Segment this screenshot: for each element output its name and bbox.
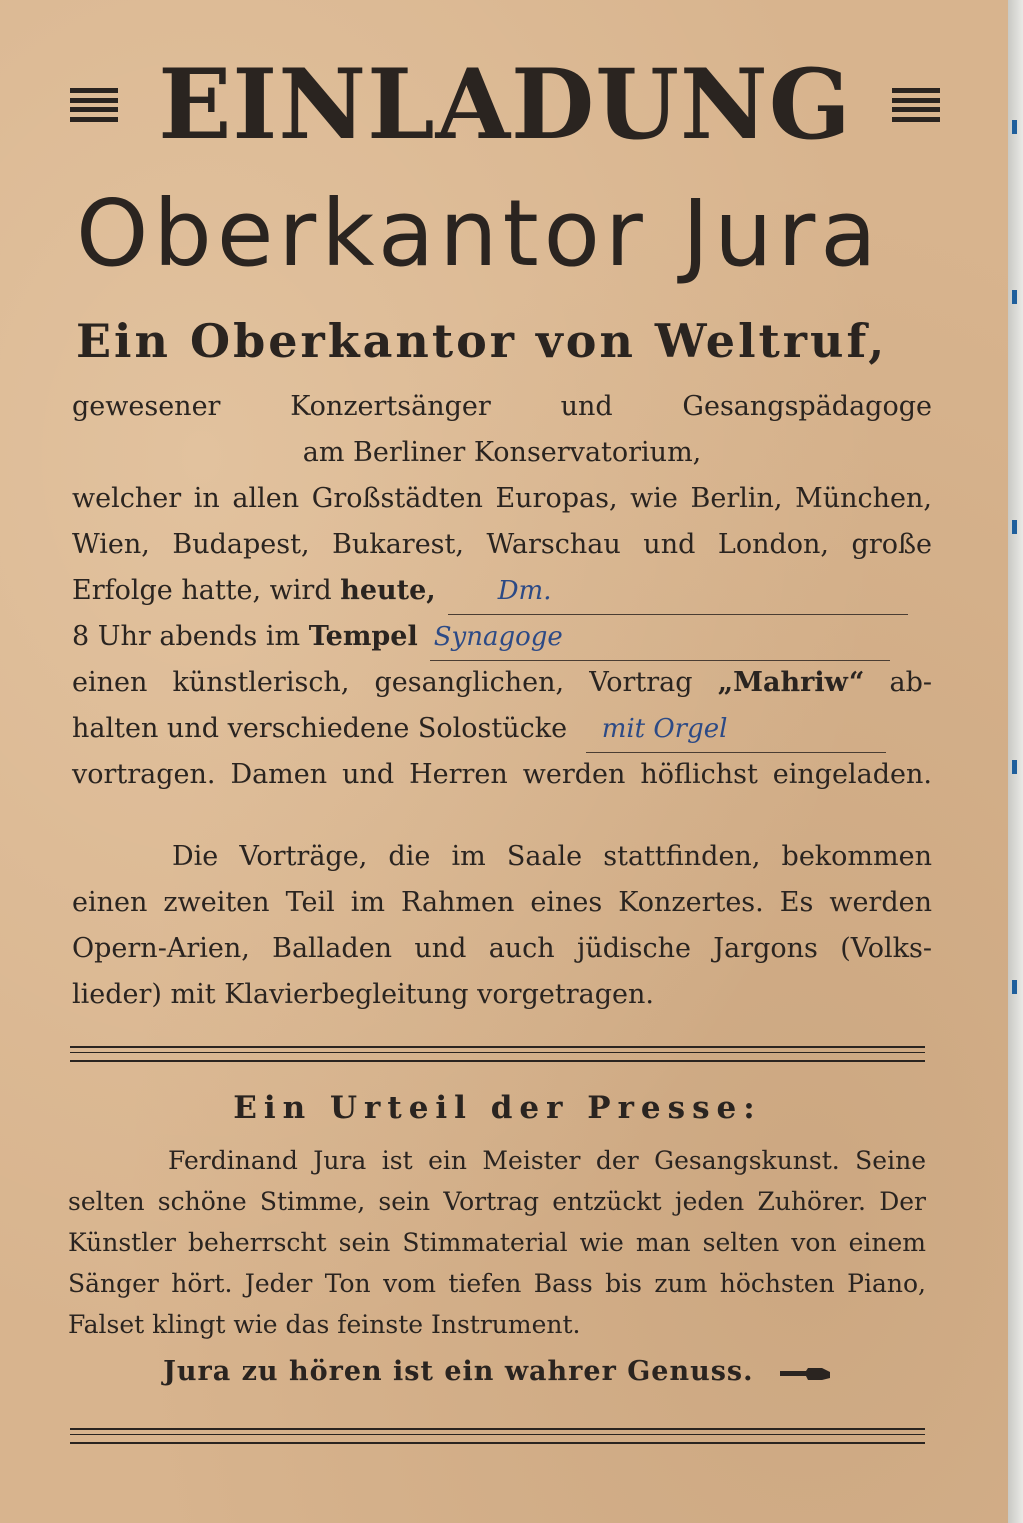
second-part-line-3: Opern-Arien, Balladen und auch jüdische Jargons (Volks- (72, 933, 932, 964)
title-row (70, 50, 940, 160)
pointing-hand-icon (778, 1364, 832, 1382)
page-title: EINLADUNG (158, 48, 852, 161)
invitation-line-7-text: einen künstlerisch, gesanglichen, Vortrag (72, 667, 718, 698)
subtitle: Ein Oberkantor von Weltruf, (76, 314, 888, 368)
second-part-text (72, 834, 932, 1018)
program-fill-line (586, 706, 886, 753)
venue-fill-line (430, 614, 890, 661)
second-part-line-1: Die Vorträge, die im Saale stattfinden, bekommen (172, 841, 932, 872)
handwritten-venue: Synagoge (433, 622, 563, 652)
press-line-2: selten schöne Stimme, sein Vortrag entzückt jeden Zuhörer. Der (68, 1187, 926, 1216)
press-line-1: Ferdinand Jura ist ein Meister der Gesangskunst. Seine (168, 1146, 926, 1175)
heute-label: heute, (340, 575, 436, 606)
invitation-text (72, 384, 932, 798)
press-heading: Ein Urteil der Presse: (233, 1090, 762, 1126)
press-line-4: Sänger hört. Jeder Ton vom tiefen Bass bis zum höchsten Piano, (68, 1269, 926, 1298)
second-part-line-4: lieder) mit Klavierbegleitung vorgetragen. (72, 979, 654, 1010)
invitation-line-7 (72, 660, 932, 706)
press-quote (68, 1140, 926, 1345)
invitation-line-2: am Berliner Konservatorium, (302, 437, 702, 468)
invitation-line-8 (72, 706, 932, 752)
left-ornament-icon (70, 88, 118, 122)
invitation-line-5 (72, 568, 932, 614)
closing-text: Jura zu hören ist ein wahrer Genuss. (163, 1356, 754, 1387)
second-part-line-2: einen zweiten Teil im Rahmen eines Konzertes. Es werden (72, 887, 932, 918)
invitation-line-4: Wien, Budapest, Bukarest, Warschau und London, große (72, 529, 932, 560)
date-fill-line (448, 568, 908, 615)
divider-top (70, 1046, 925, 1062)
performer-name: Oberkantor Jura (76, 180, 882, 287)
invitation-line-8-text: halten und verschiedene Solostücke (72, 713, 576, 744)
divider-bottom (70, 1428, 925, 1444)
mahriw-label: „Mahriw“ (717, 667, 865, 698)
invitation-line-7-end: ab- (864, 667, 932, 698)
invitation-line-6 (72, 614, 932, 660)
invitation-line-9: vortragen. Damen und Herren werden höflichst eingeladen. (72, 759, 932, 790)
invitation-line-5-text: Erfolge hatte, wird (72, 575, 341, 606)
press-line-3: Künstler beherrscht sein Stimmaterial wie man selten von einem (68, 1228, 926, 1257)
handwritten-date: Dm. (497, 576, 552, 606)
invitation-line-6-text: 8 Uhr abends im (72, 621, 309, 652)
closing-line (70, 1356, 925, 1387)
handwritten-program: mit Orgel (601, 714, 728, 744)
tempel-label: Tempel (308, 621, 418, 652)
page-edge (1008, 0, 1023, 1523)
invitation-line-1: gewesener Konzertsänger und Gesangspädagoge (72, 391, 932, 422)
invitation-line-3: welcher in allen Großstädten Europas, wie Berlin, München, (72, 483, 932, 514)
right-ornament-icon (892, 88, 940, 122)
press-line-5: Falset klingt wie das feinste Instrument. (68, 1310, 581, 1339)
